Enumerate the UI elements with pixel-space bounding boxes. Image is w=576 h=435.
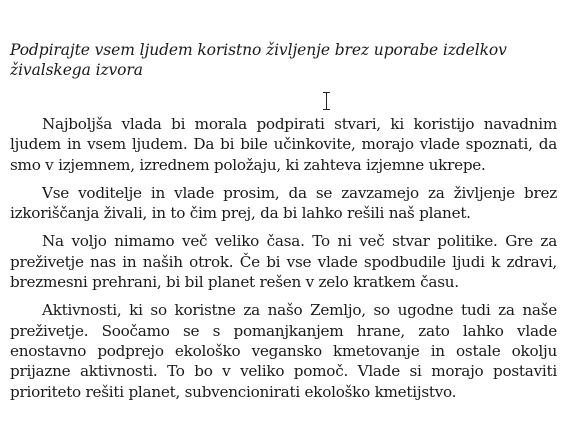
paragraph-2: Vse voditelje in vlade prosim, da se zavzamejo za življenje brez izkoriščanja živali, in to čim prej, da bi lahko rešili naš planet. (10, 183, 557, 223)
document-heading: Podpirajte vsem ljudem koristno življenje brez uporabe izdelkov živalskega izvora (10, 41, 507, 79)
document-page (10, 40, 557, 410)
text-cursor-icon (322, 92, 331, 110)
paragraph-3: Na voljo nimamo več veliko časa. To ni več stvar politike. Gre za preživetje nas in naših otrok. Če bi vse vlade spodbudile ljudi k zdravi, brezmesni prehrani, bi bil planet rešen v zelo kratkem času. (10, 232, 557, 292)
paragraph-4: Aktivnosti, ki so koristne za našo Zemljo, so ugodne tudi za naše preživetje. Soočamo se s pomanjkanjem hrane, zato lahko vlade enostavno podprejo ekološko vegansko kmetovanje in ostale okolju prijazne aktivnosti. To bo v veliko pomoč. Vlade si morajo postaviti prioriteto rešiti planet, subvencionirati ekološko kmetijstvo. (10, 301, 557, 401)
paragraph-1: Najboljša vlada bi morala podpirati stvari, ki koristijo navadnim ljudem in vsem ljudem. Da bi bile učinkovite, morajo vlade spoznati, da smo v izjemnem, izrednem položaju, ki zahteva izjemne ukrepe. (10, 115, 557, 174)
